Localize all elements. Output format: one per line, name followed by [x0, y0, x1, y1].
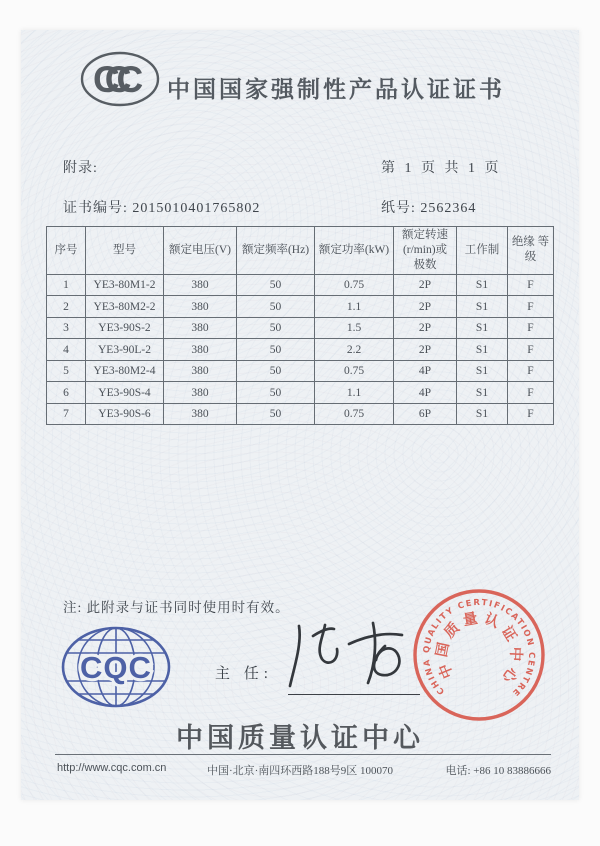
- director-label: 主 任:: [215, 666, 273, 682]
- certificate-number-label: 证书编号:: [63, 201, 128, 216]
- certificate-title: 中国国家强制性产品认证证书: [167, 76, 505, 102]
- table-cell: S1: [457, 317, 508, 339]
- table-cell: 380: [164, 296, 237, 318]
- table-cell: 380: [164, 339, 237, 361]
- table-row: [47, 382, 554, 404]
- table-cell: 50: [237, 360, 315, 382]
- certificate-page: [21, 30, 579, 800]
- table-cell: 0.75: [315, 360, 394, 382]
- table-cell: S1: [457, 339, 508, 361]
- table-row: [47, 403, 554, 425]
- certificate-number: [63, 197, 260, 217]
- table-cell: YE3-80M2-4: [86, 360, 164, 382]
- table-cell: YE3-90S-6: [86, 403, 164, 425]
- paper-number-label: 纸号:: [381, 201, 416, 216]
- validity-note: 注: 此附录与证书同时使用时有效。: [63, 600, 290, 615]
- table-cell: 2P: [394, 317, 457, 339]
- certificate-number-value: 2015010401765802: [132, 201, 261, 216]
- footer-divider: [55, 754, 551, 755]
- table-cell: 380: [164, 403, 237, 425]
- seal-inner-text: 中国质量认证中心: [434, 610, 524, 689]
- seal-outer-text: CHINA QUALITY CERTIFICATION CENTRE: [420, 596, 538, 700]
- table-cell: F: [508, 317, 554, 339]
- table-cell: 50: [237, 382, 315, 404]
- page-indicator: 第 1 页 共 1 页: [381, 161, 502, 176]
- table-cell: 7: [47, 403, 86, 425]
- table-cell: 50: [237, 296, 315, 318]
- table-cell: 4P: [394, 360, 457, 382]
- cqc-globe-icon: [57, 622, 175, 712]
- table-cell: 2: [47, 296, 86, 318]
- table-cell: YE3-90S-4: [86, 382, 164, 404]
- table-cell: 0.75: [315, 274, 394, 296]
- table-cell: 6P: [394, 403, 457, 425]
- table-cell: F: [508, 274, 554, 296]
- ccc-logo-icon: [79, 50, 161, 108]
- footer-phone: 电话: +86 10 83886666: [445, 765, 551, 777]
- column-header: 型号: [86, 227, 164, 275]
- table-cell: YE3-90S-2: [86, 317, 164, 339]
- table-cell: 50: [237, 339, 315, 361]
- column-header: 额定频率(Hz): [237, 227, 315, 275]
- table-cell: YE3-80M1-2: [86, 274, 164, 296]
- table-cell: 1.1: [315, 382, 394, 404]
- table-header-row: [47, 227, 554, 275]
- product-spec-table: [46, 226, 554, 425]
- svg-text:CCC: CCC: [93, 59, 129, 100]
- table-cell: S1: [457, 360, 508, 382]
- table-cell: 380: [164, 360, 237, 382]
- table-cell: 5: [47, 360, 86, 382]
- table-cell: F: [508, 339, 554, 361]
- table-cell: 3: [47, 317, 86, 339]
- table-cell: 0.75: [315, 403, 394, 425]
- director-signature: [283, 618, 423, 692]
- table-cell: YE3-90L-2: [86, 339, 164, 361]
- table-cell: 50: [237, 274, 315, 296]
- column-header: 序号: [47, 227, 86, 275]
- table-row: [47, 274, 554, 296]
- column-header: 额定转速 (r/min)或 极数: [394, 227, 457, 275]
- cqc-logo-letters: CQC: [80, 650, 152, 685]
- table-cell: 50: [237, 317, 315, 339]
- table-row: [47, 296, 554, 318]
- table-cell: F: [508, 296, 554, 318]
- table-cell: 4: [47, 339, 86, 361]
- table-row: [47, 360, 554, 382]
- organization-name: 中国质量认证中心: [176, 723, 424, 753]
- table-cell: 2P: [394, 274, 457, 296]
- table-cell: 380: [164, 274, 237, 296]
- table-cell: YE3-80M2-2: [86, 296, 164, 318]
- table-cell: 380: [164, 317, 237, 339]
- column-header: 工作制: [457, 227, 508, 275]
- table-cell: 4P: [394, 382, 457, 404]
- table-cell: 50: [237, 403, 315, 425]
- table-cell: 6: [47, 382, 86, 404]
- table-row: [47, 339, 554, 361]
- table-cell: 2.2: [315, 339, 394, 361]
- footer-address: 中国·北京·南四环西路188号9区 100070: [206, 765, 394, 777]
- paper-number-value: 2562364: [420, 201, 477, 216]
- table-cell: 2P: [394, 296, 457, 318]
- svg-text:中国质量认证中心: [432, 608, 524, 690]
- table-cell: S1: [457, 403, 508, 425]
- column-header: 绝缘 等级: [508, 227, 554, 275]
- column-header: 额定功率(kW): [315, 227, 394, 275]
- table-cell: 1: [47, 274, 86, 296]
- appendix-label: 附录:: [63, 161, 98, 176]
- table-cell: S1: [457, 382, 508, 404]
- table-cell: 2P: [394, 339, 457, 361]
- table-row: [47, 317, 554, 339]
- table-cell: S1: [457, 274, 508, 296]
- column-header: 额定电压(V): [164, 227, 237, 275]
- table-cell: S1: [457, 296, 508, 318]
- footer-website: http://www.cqc.com.cn: [57, 762, 167, 774]
- table-cell: F: [508, 382, 554, 404]
- cqc-red-seal: [410, 586, 548, 724]
- table-cell: 1.5: [315, 317, 394, 339]
- table-cell: F: [508, 360, 554, 382]
- table-cell: F: [508, 403, 554, 425]
- table-cell: 1.1: [315, 296, 394, 318]
- table-cell: 380: [164, 382, 237, 404]
- paper-number: [381, 197, 476, 217]
